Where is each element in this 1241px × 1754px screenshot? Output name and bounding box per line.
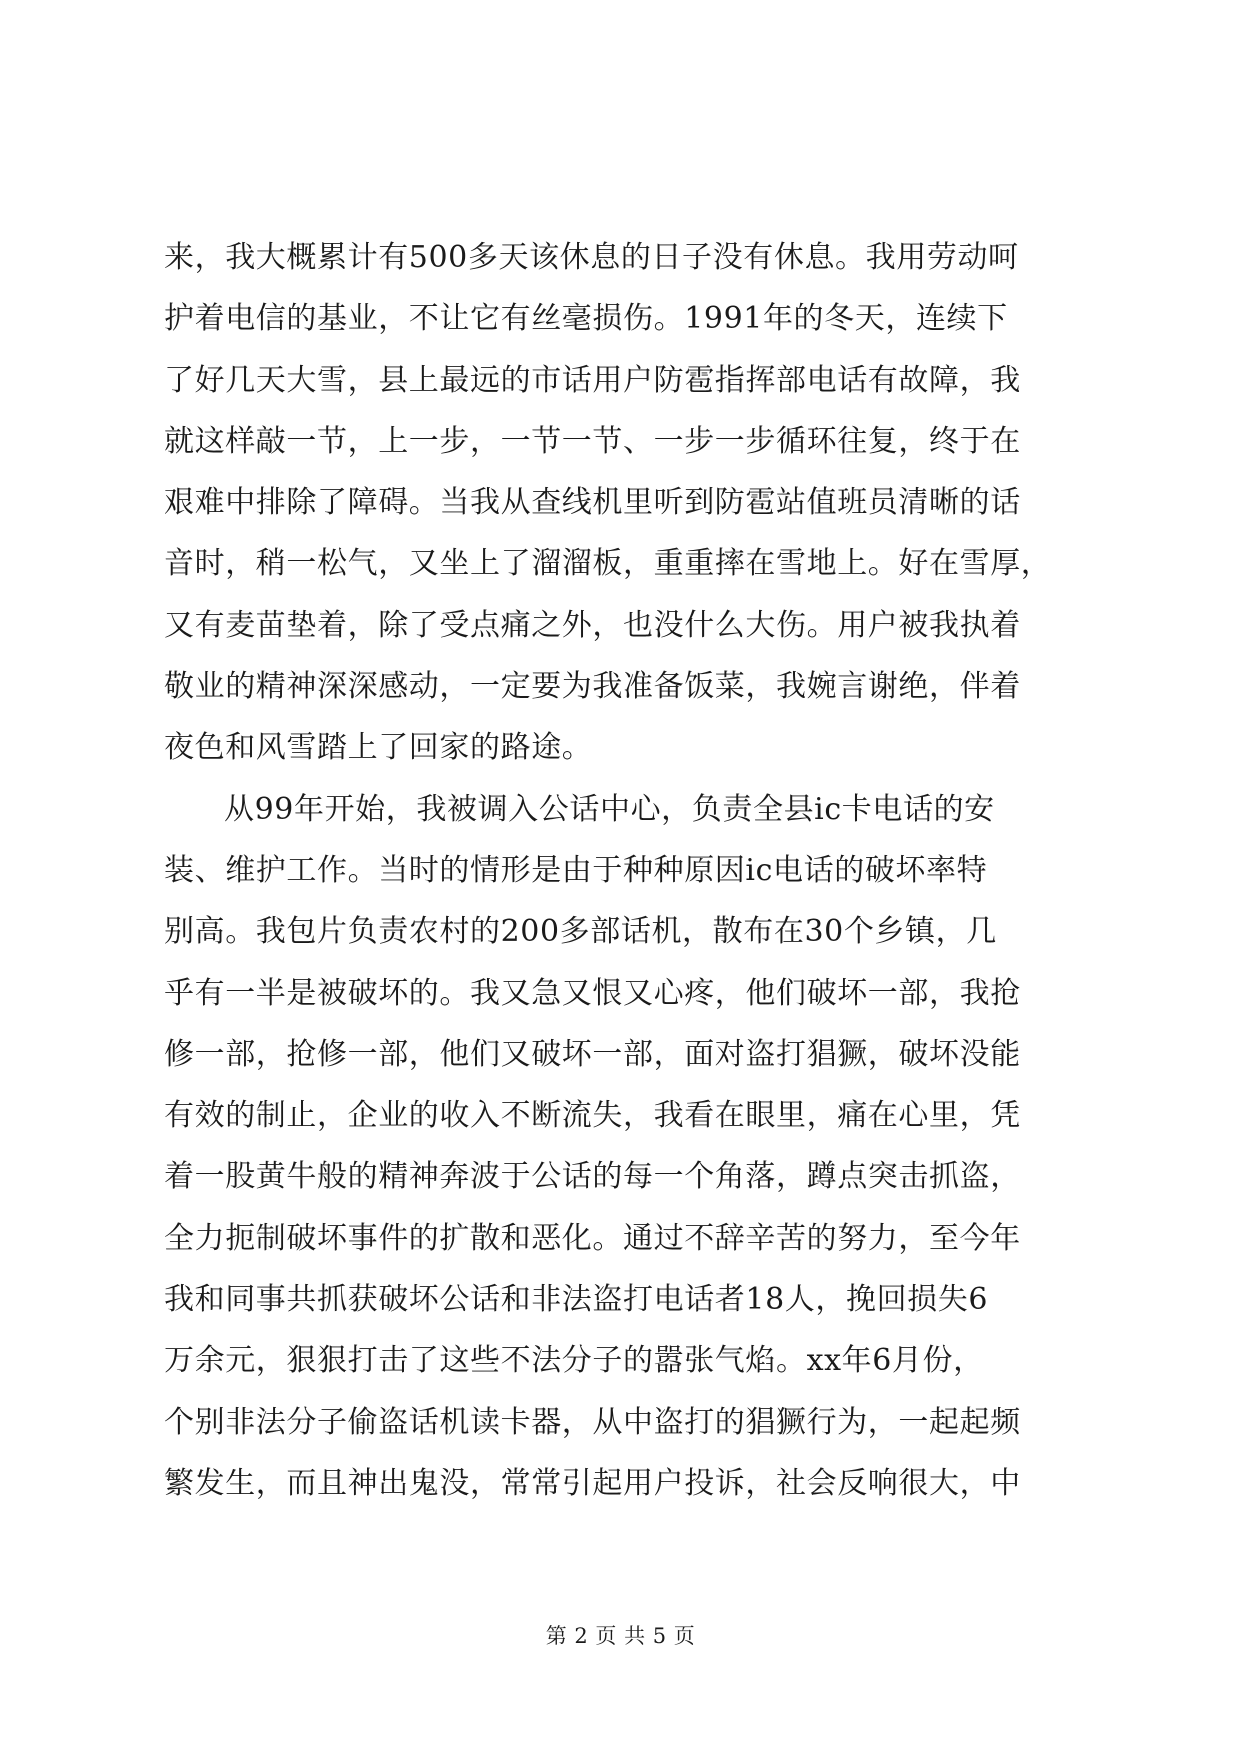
text-line: 万余元，狠狠打击了这些不法分子的嚣张气焰。xx年6月份， (164, 1343, 984, 1379)
text-line: 个别非法分子偷盗话机读卡器，从中盗打的猖獗行为，一起起频 (164, 1404, 1021, 1440)
text-line: 来，我大概累计有500多天该休息的日子没有休息。我用劳动呵 (164, 240, 1019, 275)
text-line: 艰难中排除了障碍。当我从查线机里听到防雹站值班员清晰的话 (164, 485, 1021, 521)
text-line: 敬业的精神深深感动，一定要为我准备饭菜，我婉言谢绝，伴着 (164, 669, 1021, 705)
text-line: 了好几天大雪，县上最远的市话用户防雹指挥部电话有故障，我 (164, 362, 1021, 398)
paragraph-start-line: 从99年开始，我被调入公话中心，负责全县ic卡电话的安 (224, 791, 995, 827)
text-line: 装、维护工作。当时的情形是由于种种原因ic电话的破坏率特 (164, 852, 988, 888)
text-line: 着一股黄牛般的精神奔波于公话的每一个角落，蹲点突击抓盗， (164, 1159, 1021, 1195)
text-line: 有效的制止，企业的收入不断流失，我看在眼里，痛在心里，凭 (164, 1098, 1021, 1134)
text-line: 别高。我包片负责农村的200多部话机，散布在30个乡镇，几 (164, 914, 997, 950)
page-number-footer: 第 2 页 共 5 页 (545, 1624, 696, 1648)
text-line: 我和同事共抓获破坏公话和非法盗打电话者18人，挽回损失6 (164, 1282, 989, 1318)
text-line: 修一部，抢修一部，他们又破坏一部，面对盗打猖獗，破坏没能 (164, 1036, 1021, 1072)
text-line: 护着电信的基业，不让它有丝毫损伤。1991年的冬天，连续下 (164, 301, 1008, 337)
text-line: 乎有一半是被破坏的。我又急又恨又心疼，他们破坏一部，我抢 (164, 975, 1021, 1011)
text-line: 音时，稍一松气，又坐上了溜溜板，重重摔在雪地上。好在雪厚， (164, 546, 1052, 582)
text-line: 夜色和风雪踏上了回家的路途。 (164, 730, 593, 766)
text-line: 繁发生，而且神出鬼没，常常引起用户投诉，社会反响很大，中 (164, 1465, 1021, 1501)
document-body (164, 227, 1084, 1514)
text-line: 就这样敲一节，上一步，一节一节、一步一步循环往复，终于在 (164, 423, 1021, 459)
text-line: 又有麦苗垫着，除了受点痛之外，也没什么大伤。用户被我执着 (164, 607, 1021, 643)
text-line: 全力扼制破坏事件的扩散和恶化。通过不辞辛苦的努力，至今年 (164, 1220, 1021, 1256)
